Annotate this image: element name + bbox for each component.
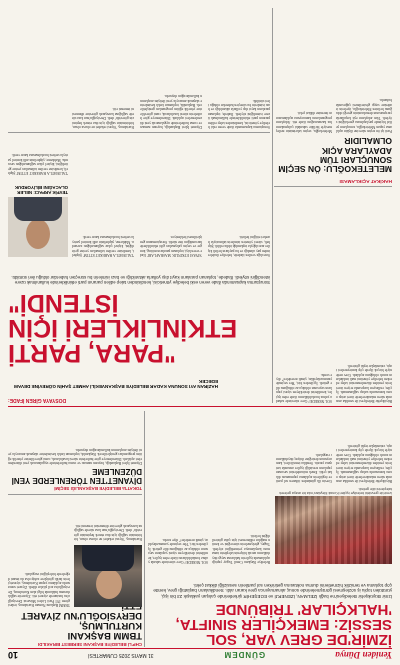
middle-headline: DİYANET'TEN TÖRENLERDE YENİ DÜZENLEME	[11, 467, 142, 485]
lower-col-3: Kurtulmuş, 'Siyasi rekabet ne olursa olsun, birbirimizin sağlığı için dua etmek hepimizin görevidir' dedi. Dervişoğlu'nun kısa sürede sağlığına kavuşarak görevine dönmesini temenni etti.	[72, 107, 134, 129]
main-body-col-3: Belediye Başkanı Cemil Tugay yaptığı açıklamada işçilerin haklarına saygı duyduklarını ancak bütçenin taleplerin tamamını karşılamaya yetmediğini söyledi. Tugay, görüşmelerin süreceğini ve kentin mağdur edilmemesi için çaba gösterildiğini belirtti.	[212, 533, 270, 564]
side-story-photo	[74, 545, 142, 607]
left-col-text-1: Büyükşehir Belediyesi ile sendika arasında süren müzakerelerde ücret artışı oranı konusunda uzlaşı sağlanamadı. İşçiler, enflasyon karşısında eriyen ücretlerin yeniden düzenlenmesini talep ederken belediye yönetimi mali imkânların sınırlı olduğunu açıkladı. Grev nedeniyle birçok ilçede çöp konteynerleri taştı, vatandaşlar tepki gösterdi.	[336, 363, 392, 403]
portrait-headline: TEVFİK ARPACI: NELER OLACAĞINI BİLİYORDUK	[14, 185, 68, 195]
side-story-kicker: CHP'Lİ BELEDİYE BAŞKANI SERBEST BIRAKILDI	[38, 642, 142, 647]
bottom-left-divider	[274, 186, 392, 187]
main-headline: İZMİR'DE GREV VAR, SOL SESSİZ: EMEKÇİLER SINIFTA, 'HALKÇILAR' TRİBÜNDE	[175, 601, 392, 648]
main-photo-caption: İzmir'de grevdeki belediye işçileri Konak Meydanı'nda bir araya gelerek taleplerini dile getirdi.	[279, 486, 392, 495]
bottom-story-kicker: HAKİKAT AÇIKLAMASI	[339, 178, 392, 183]
portrait-suit	[14, 197, 62, 221]
lower-col-1: Soruşturma kapsamında ifade veren eski belediye yöneticisi, kendisinden talep edilen paranın parti etkinliklerinde kullanılmak üzere istendiğini söyledi. İfadede, toplanan paraların kayıt dışı yollarla aktarıldığı ve bazı isimlerin bu süreçten haberdar olduğu ileri sürüldü.	[208, 98, 270, 129]
interview-col-1: Savcılığa verilen ifadede, belediye ihalelerinden pay alındığı ve bu payların belirli kişiler aracılığıyla toplandığı iddia edildi. Şüpheli, süreci yöneten isimlerin talimatıyla hareket ettiğini belirtti.	[208, 235, 270, 257]
bottom-story-col-1: Parti içi ön seçim sürecine ilişkin açıklama yapan Meletekoğlu, sonuçların şeffaf biçimde paylaşılması gerektiğini söyledi. Tüm adayların eşit koşullarda yarışmasının demokrasinin gereği olduğunu belirten Meletekoğlu, üyelerin iradesine saygı gösterilmesi çağrısında bulundu.	[336, 98, 392, 133]
interview-col-2: 'SİYASİ ETKİNLİK MASRAFLARI' İfade veren kişi, toplanan paraların miting, kongre ve seçim çalışmaları gibi etkinliklerde harcandığını öne sürdü. Soruşturmanın genişletilmesi bekleniyor.	[140, 235, 202, 257]
side-story-body: TBMM Başkanı Numan Kurtulmuş, tedavi gören İYİ Parti Lideri Müsavat Dervişoğlu'nu hastanede ziyaret etti. Ziyarette sağlık durumu hakkında bilgi alan Kurtulmuş, Dervişoğlu'na acil şifalar diledi. Ziyaret sonrasında açıklama yapan Kurtulmuş, siyasetçilerin farklı görüşlere sahip olsa da insani değerlerde birleştiğini vurguladı.	[8, 572, 70, 607]
interview-lede: Soruşturma kapsamında ifade veren eski belediye yöneticisi, kendisinden talep edilen paranın parti etkinliklerinde kullanılmak üzere istendiğini söyledi. İfadede, toplanan paraların kayıt dışı yollarla aktarıldığı ve bazı isimlerin bu süreçten haberdar olduğu ileri sürüldü.	[11, 274, 270, 285]
side-story-headline: TBMM BAŞKANI KURTULMUŞ, DERYSİOĞLU'NU ZİYARET	[21, 610, 142, 641]
interview-kicker: DOSYAYA GİREN İFADE:	[8, 397, 67, 403]
issue-date: 31 MAYIS 2025 CUMARTESİ	[88, 652, 154, 658]
portrait-face	[26, 219, 50, 249]
middle-body: Diyanet İşleri Başkanlığı, bayram namazı ve cuma hutbelerinde uygulanacak yeni düzenlemeleri açıkladı. Düzenlemeye göre hutbelerin süresi kısaltılacak, cami görevlilerine yönelik eğitim programları genişletilecek. Başkanlık, toplumun farklı kesimlerine ulaşmak amacıyla yeni iletişim araçlarının kullanılacağını duyurdu.	[8, 447, 142, 465]
main-body-col-2: Grevin ilk gününden itibaren sol parti ve örgütlerin açıklama yapmaması dikkat çekti. Emek mücadelesini savunan yapıların sessizliği işçiler arasında tartışma yarattı. Sendika temsilcileri, kamuoyunun desteğine ihtiyaç duyduklarını vurguladı.	[276, 452, 332, 483]
interview-portrait	[8, 197, 68, 257]
side-story-body-2: Kurtulmuş, 'Siyasi rekabet ne olursa olsun, birbirimizin sağlığı için dua etmek hepimizin görevidir' dedi. Dervişoğlu'nun kısa sürede sağlığına kavuşarak görevine dönmesini temenni etti.	[74, 523, 142, 541]
section-label: GÜNDEM	[223, 650, 266, 660]
main-body-col-4: SOL NEREDE? Grev sürecinde sahada yalnız bırakıldıklarını ifade eden işçiler, kendilerini destekleyen siyasi yapıların sayısının oldukça az olduğunu dile getirdi. İşçilerden biri, 'Her seçimde yanımızdaydılar, şimdi neredeler?' diye sordu.	[148, 537, 208, 564]
section-divider	[8, 494, 142, 495]
column-divider	[144, 411, 145, 647]
main-lede: İzmir Büyükşehir Belediyesi'ne bağlı İZELMAN, İZENERJİ ve EGEŞEHİR şirketlerinde çalışan yaklaşık 23 bin işçi, yürütülen toplu iş sözleşmesi görüşmelerinde sonuç alınamayınca grev kararı aldı. Sendikaların başlattığı grev, kentte çöp toplama ve temizlik hizmetlerini durma noktasına getirirken sol partilerin sessizliği dikkat çekti.	[153, 582, 392, 599]
column-divider-2	[272, 8, 273, 403]
lower-col-4: 'TALİMATLA HAREKET ETTİM' Şüpheli, kendisine verilen talimatları yerine getirdiğini, kişisel çıkar sağlamadığını savundu. Mahkeme, şüphelinin adli kontrol şartıyla serbest bırakılmasına karar verdi.	[8, 153, 68, 175]
middle-kicker: TOKAT'ta BELEDİYE BAŞKANLIĞI SEÇİMİ	[54, 486, 142, 491]
person-suit	[82, 545, 134, 571]
lower-col-2: Diyanet İşleri Başkanlığı, bayram namazı ve cuma hutbelerinde uygulanacak yeni düzenlemeleri açıkladı. Düzenlemeye göre hutbelerin süresi kısaltılacak, cami görevlilerine yönelik eğitim programları genişletilecek. Başkanlık, toplumun farklı kesimlerine ulaşmak amacıyla yeni iletişim araçlarının kullanılacağını duyurdu.	[140, 94, 202, 129]
interview-headline: "PARA, PARTİ ETKİNLİKLERİ İÇİN İSTENDİ"	[8, 289, 238, 367]
left-col-text-2: SOL NEREDE? Grev sürecinde sahada yalnız bırakıldıklarını ifade eden işçiler, kendilerini destekleyen siyasi yapıların sayısının oldukça az olduğunu dile getirdi. İşçilerden biri, 'Her seçimde yanımızdaydılar, şimdi neredeler?' diye sordu.	[276, 372, 332, 403]
interview-subhead: HAZİRAN AYI SONUNA KADAR BELEDİYE BAŞKANVEKİLİ AHMET ŞAHİN GÖREVİNE DEVAM EDECEK	[14, 378, 218, 389]
interview-col-3: 'TALİMATLA HAREKET ETTİM' Şüpheli, kendisine verilen talimatları yerine getirdiğini, kişisel çıkar sağlamadığını savundu. Mahkeme, şüphelinin adli kontrol şartıyla serbest bırakılmasına karar verdi.	[72, 235, 134, 257]
newspaper-logo: Yeniden Dünya	[335, 650, 392, 660]
main-body-col-1: Büyükşehir Belediyesi ile sendika arasında süren müzakerelerde ücret artışı oranı konusunda uzlaşı sağlanamadı. İşçiler, enflasyon karşısında eriyen ücretlerin yeniden düzenlenmesini talep ederken belediye yönetimi mali imkânların sınırlı olduğunu açıkladı. Grev nedeniyle birçok ilçede çöp konteynerleri taştı, vatandaşlar tepki gösterdi.	[336, 443, 392, 483]
bottom-story-col-2: Meletekoğlu, seçim takviminin netleşmesiyle birlikte sahadaki çalışmaların hız kazanacağını ifade etti. Adayların programlarını kamuoyuna açıklamasının önemine dikkat çekti.	[276, 111, 332, 133]
strike-photo	[275, 496, 392, 564]
person-face	[96, 569, 122, 599]
page-header	[8, 648, 392, 661]
bottom-story-headline: MELETEKOĞLU: ÖN SEÇİM SONUÇLARI TÜM ADAYLARA AÇIK OLMALIDIR	[278, 136, 392, 174]
page-number: 10	[8, 650, 19, 660]
story-divider	[8, 406, 392, 407]
